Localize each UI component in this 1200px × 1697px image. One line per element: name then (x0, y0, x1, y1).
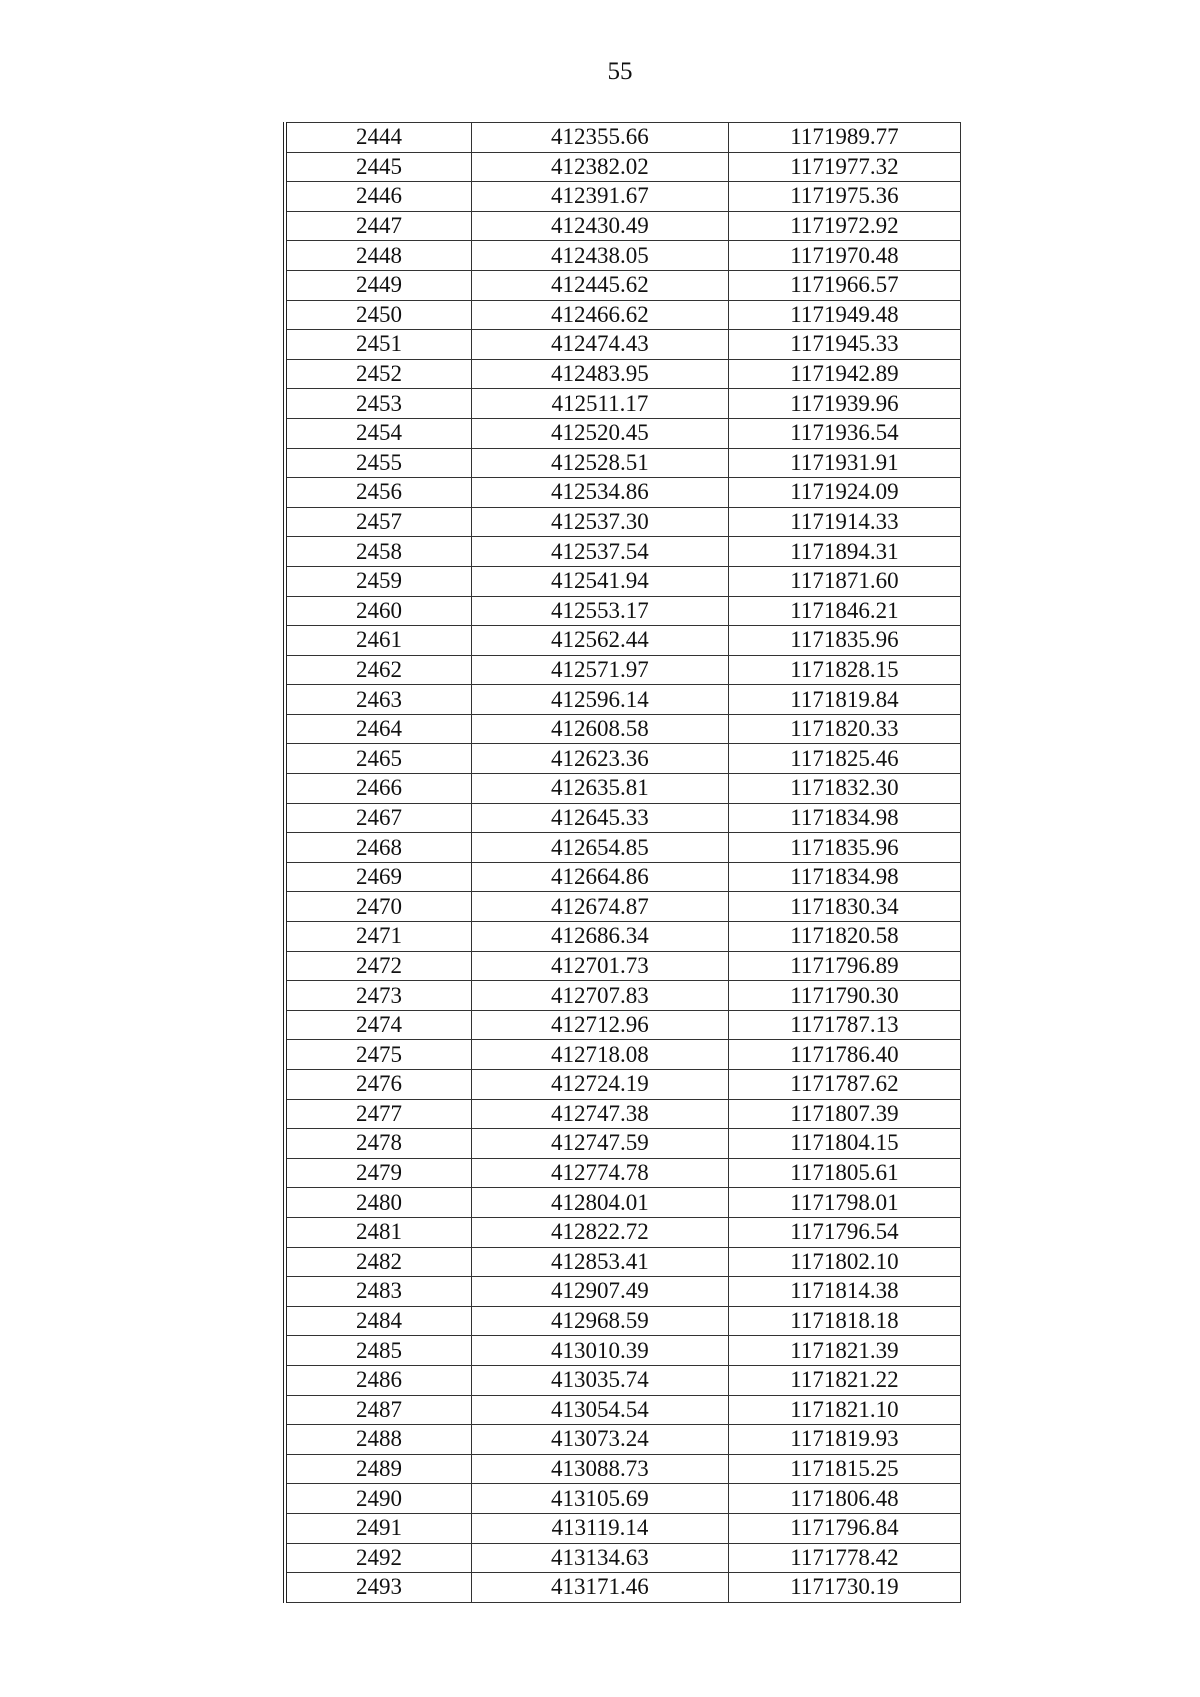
y-coordinate-cell: 1171819.84 (728, 685, 960, 715)
table-row (285, 300, 961, 330)
y-coordinate-cell: 1171970.48 (728, 241, 960, 271)
point-number-cell: 2467 (285, 803, 472, 833)
table-row (285, 123, 961, 153)
y-coordinate-cell: 1171931.91 (728, 448, 960, 478)
x-coordinate-cell: 413035.74 (472, 1365, 729, 1395)
x-coordinate-cell: 412623.36 (472, 744, 729, 774)
y-coordinate-cell: 1171807.39 (728, 1099, 960, 1129)
table-row (285, 1395, 961, 1425)
x-coordinate-cell: 412724.19 (472, 1070, 729, 1100)
point-number-cell: 2491 (285, 1513, 472, 1543)
x-coordinate-cell: 412686.34 (472, 922, 729, 952)
y-coordinate-cell: 1171820.58 (728, 922, 960, 952)
point-number-cell: 2478 (285, 1129, 472, 1159)
point-number-cell: 2445 (285, 152, 472, 182)
x-coordinate-cell: 413134.63 (472, 1543, 729, 1573)
x-coordinate-cell: 412541.94 (472, 566, 729, 596)
point-number-cell: 2460 (285, 596, 472, 626)
x-coordinate-cell: 412391.67 (472, 182, 729, 212)
x-coordinate-cell: 413171.46 (472, 1573, 729, 1603)
table-row (285, 1454, 961, 1484)
table-row (285, 1365, 961, 1395)
x-coordinate-cell: 412747.59 (472, 1129, 729, 1159)
y-coordinate-cell: 1171796.54 (728, 1217, 960, 1247)
point-number-cell: 2456 (285, 478, 472, 508)
table-row (285, 359, 961, 389)
x-coordinate-cell: 412355.66 (472, 123, 729, 153)
x-coordinate-cell: 412571.97 (472, 655, 729, 685)
x-coordinate-cell: 412707.83 (472, 981, 729, 1011)
y-coordinate-cell: 1171835.96 (728, 833, 960, 863)
point-number-cell: 2490 (285, 1484, 472, 1514)
point-number-cell: 2474 (285, 1010, 472, 1040)
y-coordinate-cell: 1171821.39 (728, 1336, 960, 1366)
table-row (285, 1336, 961, 1366)
x-coordinate-cell: 412608.58 (472, 714, 729, 744)
table-row (285, 182, 961, 212)
table-row (285, 1217, 961, 1247)
x-coordinate-cell: 412537.54 (472, 537, 729, 567)
table-row (285, 833, 961, 863)
y-coordinate-cell: 1171787.62 (728, 1070, 960, 1100)
y-coordinate-cell: 1171871.60 (728, 566, 960, 596)
y-coordinate-cell: 1171806.48 (728, 1484, 960, 1514)
point-number-cell: 2475 (285, 1040, 472, 1070)
x-coordinate-cell: 412822.72 (472, 1217, 729, 1247)
y-coordinate-cell: 1171818.18 (728, 1306, 960, 1336)
point-number-cell: 2459 (285, 566, 472, 596)
table-row (285, 655, 961, 685)
table-row (285, 389, 961, 419)
point-number-cell: 2466 (285, 774, 472, 804)
table-row (285, 922, 961, 952)
y-coordinate-cell: 1171821.10 (728, 1395, 960, 1425)
table-row (285, 774, 961, 804)
x-coordinate-cell: 412438.05 (472, 241, 729, 271)
x-coordinate-cell: 412645.33 (472, 803, 729, 833)
table-row (285, 418, 961, 448)
x-coordinate-cell: 412804.01 (472, 1188, 729, 1218)
x-coordinate-cell: 412445.62 (472, 270, 729, 300)
y-coordinate-cell: 1171834.98 (728, 862, 960, 892)
table-row (285, 1425, 961, 1455)
table-row (285, 1070, 961, 1100)
point-number-cell: 2472 (285, 951, 472, 981)
table-row (285, 1484, 961, 1514)
point-number-cell: 2493 (285, 1573, 472, 1603)
table-row (285, 1158, 961, 1188)
y-coordinate-cell: 1171977.32 (728, 152, 960, 182)
point-number-cell: 2488 (285, 1425, 472, 1455)
x-coordinate-cell: 412747.38 (472, 1099, 729, 1129)
point-number-cell: 2485 (285, 1336, 472, 1366)
table-row (285, 1040, 961, 1070)
point-number-cell: 2480 (285, 1188, 472, 1218)
table-row (285, 1573, 961, 1603)
y-coordinate-cell: 1171796.89 (728, 951, 960, 981)
point-number-cell: 2457 (285, 507, 472, 537)
y-coordinate-cell: 1171798.01 (728, 1188, 960, 1218)
x-coordinate-cell: 412483.95 (472, 359, 729, 389)
x-coordinate-cell: 412430.49 (472, 211, 729, 241)
y-coordinate-cell: 1171835.96 (728, 626, 960, 656)
y-coordinate-cell: 1171821.22 (728, 1365, 960, 1395)
table-row (285, 892, 961, 922)
point-number-cell: 2446 (285, 182, 472, 212)
point-number-cell: 2476 (285, 1070, 472, 1100)
y-coordinate-cell: 1171834.98 (728, 803, 960, 833)
table-row (285, 1099, 961, 1129)
y-coordinate-cell: 1171975.36 (728, 182, 960, 212)
x-coordinate-cell: 412701.73 (472, 951, 729, 981)
point-number-cell: 2486 (285, 1365, 472, 1395)
table-row (285, 685, 961, 715)
x-coordinate-cell: 413105.69 (472, 1484, 729, 1514)
y-coordinate-cell: 1171805.61 (728, 1158, 960, 1188)
y-coordinate-cell: 1171828.15 (728, 655, 960, 685)
point-number-cell: 2465 (285, 744, 472, 774)
point-number-cell: 2471 (285, 922, 472, 952)
point-number-cell: 2483 (285, 1277, 472, 1307)
x-coordinate-cell: 412774.78 (472, 1158, 729, 1188)
table-row (285, 596, 961, 626)
y-coordinate-cell: 1171972.92 (728, 211, 960, 241)
y-coordinate-cell: 1171787.13 (728, 1010, 960, 1040)
x-coordinate-cell: 412553.17 (472, 596, 729, 626)
point-number-cell: 2473 (285, 981, 472, 1011)
y-coordinate-cell: 1171730.19 (728, 1573, 960, 1603)
point-number-cell: 2449 (285, 270, 472, 300)
y-coordinate-cell: 1171949.48 (728, 300, 960, 330)
x-coordinate-cell: 412528.51 (472, 448, 729, 478)
table-row (285, 951, 961, 981)
point-number-cell: 2479 (285, 1158, 472, 1188)
x-coordinate-cell: 412511.17 (472, 389, 729, 419)
y-coordinate-cell: 1171796.84 (728, 1513, 960, 1543)
point-number-cell: 2453 (285, 389, 472, 419)
table-row (285, 211, 961, 241)
point-number-cell: 2470 (285, 892, 472, 922)
y-coordinate-cell: 1171936.54 (728, 418, 960, 448)
y-coordinate-cell: 1171924.09 (728, 478, 960, 508)
table-row (285, 1306, 961, 1336)
y-coordinate-cell: 1171815.25 (728, 1454, 960, 1484)
table-row (285, 744, 961, 774)
point-number-cell: 2481 (285, 1217, 472, 1247)
x-coordinate-cell: 413088.73 (472, 1454, 729, 1484)
table-row (285, 1247, 961, 1277)
y-coordinate-cell: 1171894.31 (728, 537, 960, 567)
point-number-cell: 2492 (285, 1543, 472, 1573)
table-row (285, 507, 961, 537)
table-row (285, 448, 961, 478)
table-row (285, 626, 961, 656)
point-number-cell: 2454 (285, 418, 472, 448)
point-number-cell: 2482 (285, 1247, 472, 1277)
y-coordinate-cell: 1171802.10 (728, 1247, 960, 1277)
y-coordinate-cell: 1171804.15 (728, 1129, 960, 1159)
x-coordinate-cell: 412537.30 (472, 507, 729, 537)
point-number-cell: 2447 (285, 211, 472, 241)
point-number-cell: 2448 (285, 241, 472, 271)
y-coordinate-cell: 1171945.33 (728, 330, 960, 360)
y-coordinate-cell: 1171786.40 (728, 1040, 960, 1070)
point-number-cell: 2489 (285, 1454, 472, 1484)
x-coordinate-cell: 412718.08 (472, 1040, 729, 1070)
x-coordinate-cell: 412853.41 (472, 1247, 729, 1277)
y-coordinate-cell: 1171790.30 (728, 981, 960, 1011)
x-coordinate-cell: 413119.14 (472, 1513, 729, 1543)
table-row (285, 1010, 961, 1040)
x-coordinate-cell: 412635.81 (472, 774, 729, 804)
x-coordinate-cell: 412466.62 (472, 300, 729, 330)
table-row (285, 152, 961, 182)
y-coordinate-cell: 1171846.21 (728, 596, 960, 626)
x-coordinate-cell: 412596.14 (472, 685, 729, 715)
x-coordinate-cell: 412520.45 (472, 418, 729, 448)
table-row (285, 478, 961, 508)
y-coordinate-cell: 1171939.96 (728, 389, 960, 419)
table-row (285, 1513, 961, 1543)
coordinates-table (283, 122, 961, 1603)
y-coordinate-cell: 1171942.89 (728, 359, 960, 389)
table-row (285, 1188, 961, 1218)
point-number-cell: 2468 (285, 833, 472, 863)
x-coordinate-cell: 412664.86 (472, 862, 729, 892)
point-number-cell: 2464 (285, 714, 472, 744)
x-coordinate-cell: 413010.39 (472, 1336, 729, 1366)
point-number-cell: 2463 (285, 685, 472, 715)
point-number-cell: 2461 (285, 626, 472, 656)
point-number-cell: 2450 (285, 300, 472, 330)
point-number-cell: 2462 (285, 655, 472, 685)
x-coordinate-cell: 412382.02 (472, 152, 729, 182)
table-row (285, 1129, 961, 1159)
x-coordinate-cell: 412968.59 (472, 1306, 729, 1336)
table-row (285, 1543, 961, 1573)
y-coordinate-cell: 1171820.33 (728, 714, 960, 744)
point-number-cell: 2469 (285, 862, 472, 892)
x-coordinate-cell: 412562.44 (472, 626, 729, 656)
table-row (285, 566, 961, 596)
table-row (285, 714, 961, 744)
y-coordinate-cell: 1171819.93 (728, 1425, 960, 1455)
point-number-cell: 2484 (285, 1306, 472, 1336)
y-coordinate-cell: 1171814.38 (728, 1277, 960, 1307)
x-coordinate-cell: 412474.43 (472, 330, 729, 360)
table-row (285, 981, 961, 1011)
page-number: 55 (607, 58, 633, 85)
table-row (285, 241, 961, 271)
table-row (285, 270, 961, 300)
table-row (285, 537, 961, 567)
point-number-cell: 2477 (285, 1099, 472, 1129)
y-coordinate-cell: 1171830.34 (728, 892, 960, 922)
point-number-cell: 2455 (285, 448, 472, 478)
x-coordinate-cell: 412907.49 (472, 1277, 729, 1307)
point-number-cell: 2458 (285, 537, 472, 567)
table-row (285, 862, 961, 892)
y-coordinate-cell: 1171914.33 (728, 507, 960, 537)
point-number-cell: 2487 (285, 1395, 472, 1425)
point-number-cell: 2451 (285, 330, 472, 360)
table-row (285, 803, 961, 833)
y-coordinate-cell: 1171825.46 (728, 744, 960, 774)
table-row (285, 330, 961, 360)
y-coordinate-cell: 1171778.42 (728, 1543, 960, 1573)
x-coordinate-cell: 412654.85 (472, 833, 729, 863)
y-coordinate-cell: 1171966.57 (728, 270, 960, 300)
x-coordinate-cell: 412534.86 (472, 478, 729, 508)
x-coordinate-cell: 412712.96 (472, 1010, 729, 1040)
x-coordinate-cell: 413054.54 (472, 1395, 729, 1425)
y-coordinate-cell: 1171832.30 (728, 774, 960, 804)
y-coordinate-cell: 1171989.77 (728, 123, 960, 153)
point-number-cell: 2444 (285, 123, 472, 153)
x-coordinate-cell: 412674.87 (472, 892, 729, 922)
coordinates-table-body (285, 123, 961, 1603)
table-row (285, 1277, 961, 1307)
point-number-cell: 2452 (285, 359, 472, 389)
x-coordinate-cell: 413073.24 (472, 1425, 729, 1455)
